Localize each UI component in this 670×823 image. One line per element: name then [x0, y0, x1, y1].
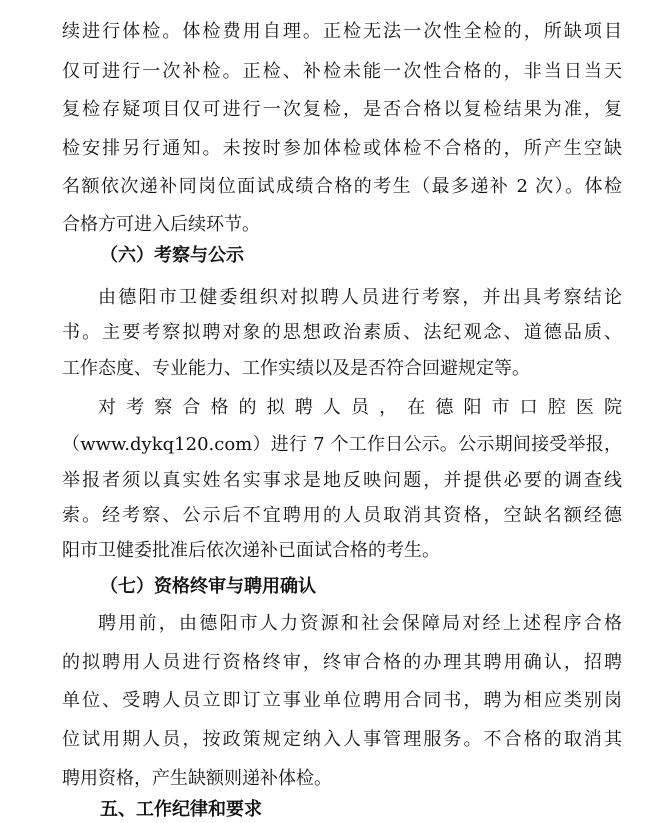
section-heading-7: （七）资格终审与聘用确认 — [100, 576, 316, 597]
paragraph-line: 由德阳市卫健委组织对拟聘人员进行考察，并出具考察结论 — [98, 287, 622, 308]
paragraph-line: 聘用资格，产生缺额则递补体检。 — [62, 768, 332, 789]
paragraph-line: 仅可进行一次补检。正检、补检未能一次性合格的，非当日当天 — [62, 61, 622, 82]
paragraph-line: 阳市卫健委批准后依次递补已面试合格的考生。 — [62, 540, 440, 561]
paragraph-line: 复检存疑项目仅可进行一次复检，是否合格以复检结果为准，复 — [62, 99, 622, 120]
section-heading-6: （六）考察与公示 — [100, 245, 244, 266]
paragraph-line: 对考察合格的拟聘人员，在德阳市口腔医院 — [98, 397, 622, 418]
paragraph-line: （www.dykq120.com）进行 7 个工作日公示。公示期间接受举报， — [62, 434, 622, 455]
paragraph-line: 单位、受聘人员立即订立事业单位聘用合同书，聘为相应类别岗 — [62, 690, 622, 711]
paragraph-line: 的拟聘用人员进行资格终审，终审合格的办理其聘用确认，招聘 — [62, 652, 622, 673]
paragraph-line: 检安排另行通知。未按时参加体检或体检不合格的，所产生空缺 — [62, 138, 622, 159]
paragraph-line: 位试用期人员，按政策规定纳入人事管理服务。不合格的取消其 — [62, 729, 622, 750]
paragraph-line: 举报者须以真实姓名实事求是地反映问题，并提供必要的调查线 — [62, 470, 622, 491]
paragraph-line: 索。经考察、公示后不宜聘用的人员取消其资格，空缺名额经德 — [62, 505, 622, 526]
paragraph-line: 书。主要考察拟聘对象的思想政治素质、法纪观念、道德品质、 — [62, 322, 622, 343]
paragraph-line: 聘用前，由德阳市人力资源和社会保障局对经上述程序合格 — [98, 613, 622, 634]
paragraph-line: 名额依次递补同岗位面试成绩合格的考生（最多递补 2 次）。体检 — [62, 176, 622, 197]
paragraph-line: 工作态度、专业能力、工作实绩以及是否符合回避规定等。 — [62, 358, 530, 379]
paragraph-line: 合格方可进入后续环节。 — [62, 214, 260, 235]
section-heading-5: 五、工作纪律和要求 — [100, 799, 262, 820]
paragraph-line: 续进行体检。体检费用自理。正检无法一次性全检的，所缺项目 — [62, 21, 622, 42]
